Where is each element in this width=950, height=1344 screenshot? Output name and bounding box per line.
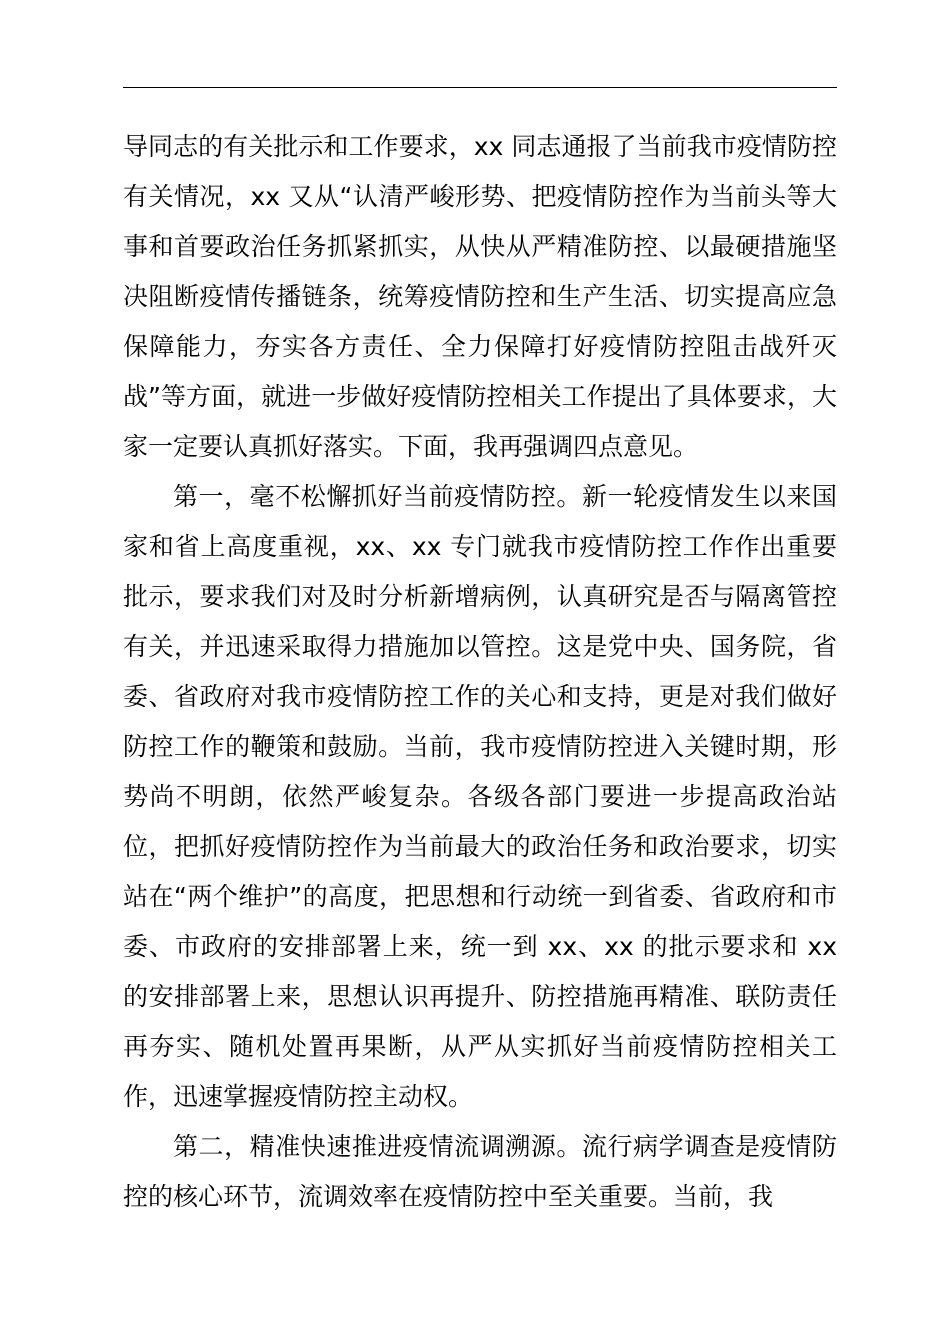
header-rule: [123, 87, 837, 88]
paragraph-point-one: 第一，毫不松懈抓好当前疫情防控。新一轮疫情发生以来国家和省上高度重视，xx、xx 专门就我市疫情防控工作作出重要批示，要求我们对及时分析新增病例，认真研究是否与隔离管控有关，并迅速采取得力措施加以管控。这是党中央、国务院，省委、省政府对我市疫情防控工作的关心和支持，更是对我们做好防控工作的鞭策和鼓励。当前，我市疫情防控进入关键时期，形势尚不明朗，依然严峻复杂。各级各部门要进一步提高政治站位，把抓好疫情防控作为当前最大的政治任务和政治要求，切实站在“两个维护”的高度，把思想和行动统一到省委、省政府和市委、市政府的安排部署上来，统一到 xx、xx 的批示要求和 xx 的安排部署上来，思想认识再提升、防控措施再精准、联防责任再夯实、随机处置再果断，从严从实抓好当前疫情防控相关工作，迅速掌握疫情防控主动权。: [123, 482, 837, 1111]
paragraph-point-two: 第二，精准快速推进疫情流调溯源。流行病学调查是疫情防控的核心环节，流调效率在疫情防控中至关重要。当前，我: [123, 1132, 837, 1211]
paragraph-continuation: 导同志的有关批示和工作要求，xx 同志通报了当前我市疫情防控有关情况，xx 又从“认清严峻形势、把疫情防控作为当前头等大事和首要政治任务抓紧抓实，从快从严精准防控、以最硬措施坚决阻断疫情传播链条，统筹疫情防控和生产生活、切实提高应急保障能力，夯实各方责任、全力保障打好疫情防控阻击战歼灭战”等方面，就进一步做好疫情防控相关工作提出了具体要求，大家一定要认真抓好落实。下面，我再强调四点意见。: [123, 132, 837, 461]
document-body: [123, 122, 837, 1222]
